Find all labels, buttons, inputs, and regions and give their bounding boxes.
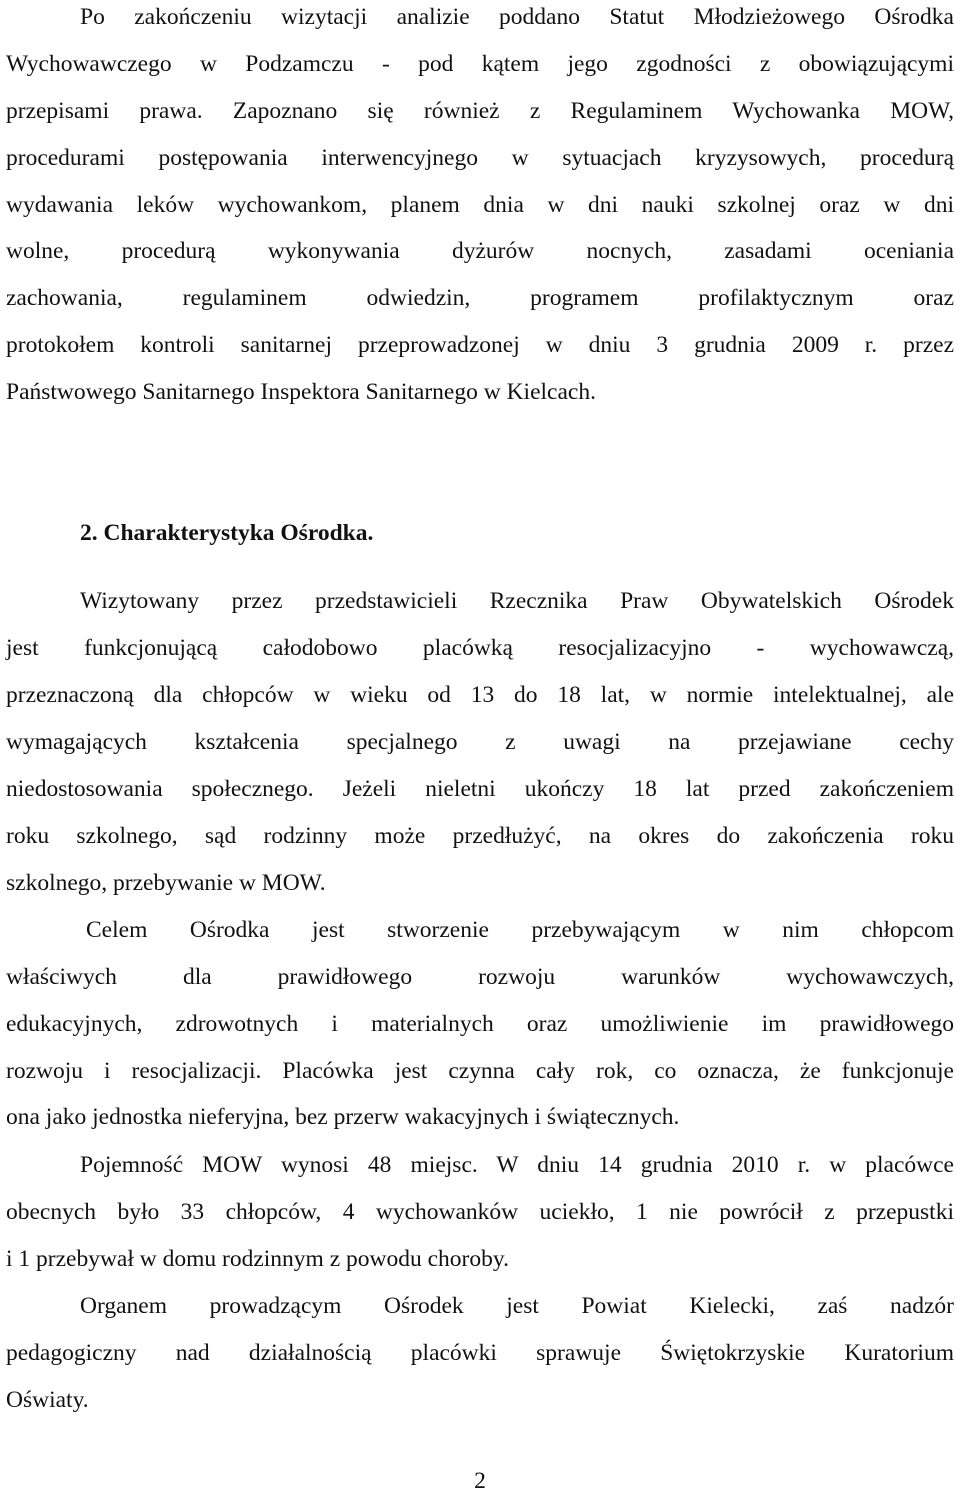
- paragraph-line: niedostosowania społecznego. Jeżeli nieletni ukończy 18 lat przed zakończeniem: [6, 776, 954, 802]
- paragraph-line: Państwowego Sanitarnego Inspektora Sanitarnego w Kielcach.: [6, 379, 596, 405]
- paragraph-line: Po zakończeniu wizytacji analizie poddano Statut Młodzieżowego Ośrodka: [80, 4, 954, 30]
- paragraph-line: edukacyjnych, zdrowotnych i materialnych oraz umożliwienie im prawidłowego: [6, 1011, 954, 1037]
- section-heading: 2. Charakterystyka Ośrodka.: [80, 520, 374, 546]
- page-number: 2: [474, 1468, 486, 1494]
- paragraph-line: właściwych dla prawidłowego rozwoju warunków wychowawczych,: [6, 964, 954, 990]
- paragraph-line: Oświaty.: [6, 1387, 89, 1413]
- paragraph-line: Pojemność MOW wynosi 48 miejsc. W dniu 14 grudnia 2010 r. w placówce: [80, 1152, 954, 1178]
- paragraph-line: zachowania, regulaminem odwiedzin, programem profilaktycznym oraz: [6, 285, 954, 311]
- paragraph-line: ona jako jednostka nieferyjna, bez przerw wakacyjnych i świątecznych.: [6, 1104, 680, 1130]
- paragraph-line: przepisami prawa. Zapoznano się również z Regulaminem Wychowanka MOW,: [6, 98, 954, 124]
- paragraph-line: wymagających kształcenia specjalnego z uwagi na przejawiane cechy: [6, 729, 954, 755]
- paragraph-line: procedurami postępowania interwencyjnego w sytuacjach kryzysowych, procedurą: [6, 145, 954, 171]
- paragraph-line: jest funkcjonującą całodobowo placówką resocjalizacyjno - wychowawczą,: [6, 635, 954, 661]
- paragraph-line: Organem prowadzącym Ośrodek jest Powiat Kielecki, zaś nadzór: [80, 1293, 954, 1319]
- paragraph-line: protokołem kontroli sanitarnej przeprowadzonej w dniu 3 grudnia 2009 r. przez: [6, 332, 954, 358]
- paragraph-line: Wychowawczego w Podzamczu - pod kątem jego zgodności z obowiązującymi: [6, 51, 954, 77]
- paragraph-line: szkolnego, przebywanie w MOW.: [6, 870, 326, 896]
- paragraph-line: rozwoju i resocjalizacji. Placówka jest czynna cały rok, co oznacza, że funkcjonuje: [6, 1058, 954, 1084]
- paragraph-line: roku szkolnego, sąd rodzinny może przedłużyć, na okres do zakończenia roku: [6, 823, 954, 849]
- paragraph-line: Wizytowany przez przedstawicieli Rzecznika Praw Obywatelskich Ośrodek: [80, 588, 954, 614]
- paragraph-line: Celem Ośrodka jest stworzenie przebywającym w nim chłopcom: [86, 917, 954, 943]
- paragraph-line: pedagogiczny nad działalnością placówki sprawuje Świętokrzyskie Kuratorium: [6, 1340, 954, 1366]
- paragraph-line: przeznaczoną dla chłopców w wieku od 13 do 18 lat, w normie intelektualnej, ale: [6, 682, 954, 708]
- paragraph-line: wydawania leków wychowankom, planem dnia w dni nauki szkolnej oraz w dni: [6, 192, 954, 218]
- paragraph-line: i 1 przebywał w domu rodzinnym z powodu choroby.: [6, 1246, 509, 1272]
- paragraph-line: obecnych było 33 chłopców, 4 wychowanków uciekło, 1 nie powrócił z przepustki: [6, 1199, 954, 1225]
- paragraph-line: wolne, procedurą wykonywania dyżurów nocnych, zasadami oceniania: [6, 238, 954, 264]
